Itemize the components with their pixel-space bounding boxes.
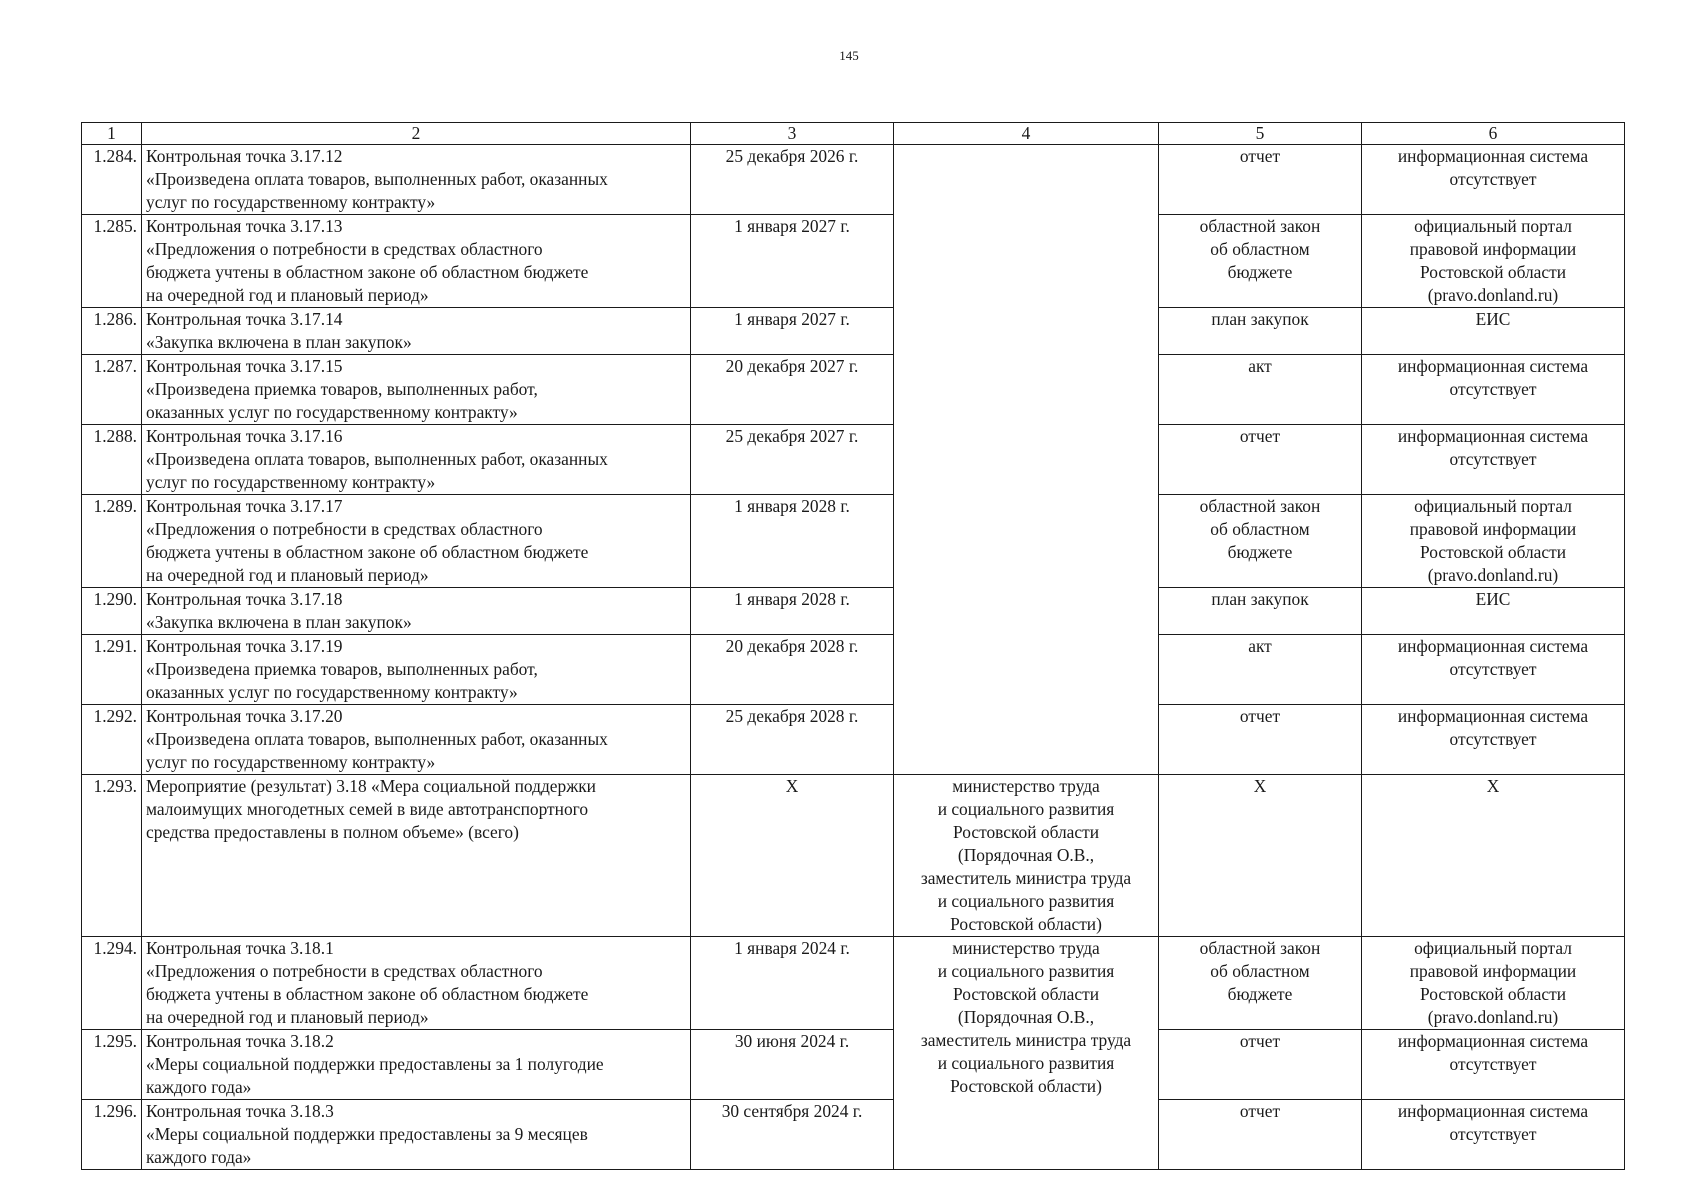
information-system-line: правовой информации [1409, 961, 1577, 981]
control-point-name-line: малоимущих многодетных семей в виде автотранспортного [146, 799, 589, 819]
responsible-executor-line: и социального развития [937, 891, 1115, 911]
responsible-executor-line: министерство труда [952, 776, 1100, 796]
information-system-line: (pravo.donland.ru) [1427, 1007, 1559, 1027]
document-type [1159, 1030, 1362, 1100]
row-number: 1.290. [82, 588, 142, 635]
deadline-date: 25 декабря 2028 г. [691, 705, 894, 775]
control-point-name-line: Контрольная точка 3.17.16 [146, 426, 343, 446]
row-number: 1.287. [82, 355, 142, 425]
column-header-1: 1 [82, 123, 142, 145]
table-row [82, 937, 1625, 1030]
row-number: 1.285. [82, 215, 142, 308]
control-point-name-line: Мероприятие (результат) 3.18 «Мера социальной поддержки [146, 776, 596, 796]
control-point-name-line: Контрольная точка 3.18.1 [146, 938, 334, 958]
column-header-4: 4 [894, 123, 1159, 145]
row-number: 1.294. [82, 937, 142, 1030]
table-row [82, 1100, 1625, 1170]
table-row [82, 635, 1625, 705]
information-system-line: отсутствует [1449, 1124, 1537, 1144]
control-point-name-line: «Произведена приемка товаров, выполненных работ, [146, 379, 538, 399]
control-point-name-line: «Предложения о потребности в средствах областного [146, 961, 543, 981]
responsible-executor-line: и социального развития [937, 961, 1115, 981]
document-type-line: областной закон [1199, 216, 1321, 236]
document-type-line: акт [1248, 636, 1272, 656]
deadline-date: 1 января 2028 г. [691, 588, 894, 635]
table-row [82, 145, 1625, 215]
control-point-name [142, 215, 691, 308]
responsible-executor-line: и социального развития [937, 799, 1115, 819]
row-number: 1.284. [82, 145, 142, 215]
control-point-name-line: Контрольная точка 3.17.13 [146, 216, 343, 236]
row-number: 1.296. [82, 1100, 142, 1170]
information-system-line: официальный портал [1414, 938, 1572, 958]
control-point-name-line: услуг по государственному контракту» [146, 752, 436, 772]
information-system [1362, 937, 1625, 1030]
control-point-name-line: «Произведена оплата товаров, выполненных работ, оказанных [146, 729, 608, 749]
deadline-date: 1 января 2028 г. [691, 495, 894, 588]
control-point-name [142, 425, 691, 495]
document-type-line: отчет [1239, 1101, 1281, 1121]
information-system-line: отсутствует [1449, 1054, 1537, 1074]
row-number: 1.286. [82, 308, 142, 355]
responsible-executor-line: (Порядочная О.В., [957, 845, 1095, 865]
control-point-name [142, 355, 691, 425]
document-type-line: об областном [1210, 239, 1310, 259]
responsible-executor [894, 145, 1159, 775]
document-type-line: бюджете [1227, 262, 1293, 282]
document-type [1159, 145, 1362, 215]
deadline-date: Х [691, 775, 894, 937]
table-row [82, 355, 1625, 425]
control-points-table [81, 122, 1625, 1170]
control-point-name-line: на очередной год и плановый период» [146, 1007, 429, 1027]
column-header-2: 2 [142, 123, 691, 145]
information-system-line: отсутствует [1449, 449, 1537, 469]
responsible-executor-line: заместитель министра труда [920, 1030, 1132, 1050]
control-point-name [142, 705, 691, 775]
control-point-name-line: оказанных услуг по государственному контракту» [146, 402, 518, 422]
information-system-line: правовой информации [1409, 519, 1577, 539]
control-point-name-line: Контрольная точка 3.17.19 [146, 636, 343, 656]
deadline-date: 30 сентября 2024 г. [691, 1100, 894, 1170]
responsible-executor-line: Ростовской области [952, 984, 1100, 1004]
document-type-line: бюджете [1227, 542, 1293, 562]
information-system-line: информационная система [1397, 146, 1589, 166]
information-system [1362, 775, 1625, 937]
responsible-executor-line: заместитель министра труда [920, 868, 1132, 888]
control-point-name-line: бюджета учтены в областном законе об областном бюджете [146, 984, 589, 1004]
control-point-name-line: услуг по государственному контракту» [146, 192, 436, 212]
information-system-line: правовой информации [1409, 239, 1577, 259]
row-number: 1.295. [82, 1030, 142, 1100]
document-type [1159, 495, 1362, 588]
table-row [82, 588, 1625, 635]
information-system-line: ЕИС [1475, 589, 1511, 609]
deadline-date: 30 июня 2024 г. [691, 1030, 894, 1100]
document-type [1159, 1100, 1362, 1170]
control-point-name-line: «Закупка включена в план закупок» [146, 612, 412, 632]
header-row [82, 123, 1625, 145]
document-type-line: отчет [1239, 1031, 1281, 1051]
document-type-line: план закупок [1211, 589, 1309, 609]
control-point-name-line: бюджета учтены в областном законе об областном бюджете [146, 262, 589, 282]
document-type-line: об областном [1210, 519, 1310, 539]
document-type-line: об областном [1210, 961, 1310, 981]
document-type-line: Х [1253, 776, 1267, 796]
document-type-line: акт [1248, 356, 1272, 376]
control-point-name-line: средства предоставлены в полном объеме» (всего) [146, 822, 519, 842]
information-system [1362, 1030, 1625, 1100]
information-system-line: (pravo.donland.ru) [1427, 565, 1559, 585]
table-row [82, 215, 1625, 308]
control-point-name-line: услуг по государственному контракту» [146, 472, 436, 492]
document-type [1159, 215, 1362, 308]
document-type-line: отчет [1239, 706, 1281, 726]
document-type [1159, 588, 1362, 635]
information-system-line: Ростовской области [1419, 984, 1567, 1004]
information-system-line: отсутствует [1449, 379, 1537, 399]
control-point-name-line: «Произведена приемка товаров, выполненных работ, [146, 659, 538, 679]
control-point-name-line: каждого года» [146, 1077, 252, 1097]
deadline-date: 25 декабря 2026 г. [691, 145, 894, 215]
responsible-executor-line: (Порядочная О.В., [957, 1007, 1095, 1027]
control-point-name [142, 145, 691, 215]
control-point-name-line: «Меры социальной поддержки предоставлены за 9 месяцев [146, 1124, 588, 1144]
row-number: 1.288. [82, 425, 142, 495]
information-system [1362, 215, 1625, 308]
control-point-name-line: «Предложения о потребности в средствах областного [146, 239, 543, 259]
information-system-line: (pravo.donland.ru) [1427, 285, 1559, 305]
information-system [1362, 705, 1625, 775]
information-system [1362, 588, 1625, 635]
document-type-line: отчет [1239, 426, 1281, 446]
control-point-name-line: Контрольная точка 3.18.2 [146, 1031, 334, 1051]
document-type-line: областной закон [1199, 496, 1321, 516]
control-point-name-line: «Произведена оплата товаров, выполненных работ, оказанных [146, 169, 608, 189]
control-point-name-line: «Произведена оплата товаров, выполненных работ, оказанных [146, 449, 608, 469]
control-point-name-line: Контрольная точка 3.17.15 [146, 356, 343, 376]
information-system-line: официальный портал [1414, 216, 1572, 236]
information-system [1362, 145, 1625, 215]
page-number: 145 [839, 48, 859, 63]
deadline-date: 25 декабря 2027 г. [691, 425, 894, 495]
information-system-line: Ростовской области [1419, 542, 1567, 562]
control-point-name-line: оказанных услуг по государственному контракту» [146, 682, 518, 702]
information-system-line: информационная система [1397, 1031, 1589, 1051]
column-header-6: 6 [1362, 123, 1625, 145]
document-type-line: отчет [1239, 146, 1281, 166]
control-point-name [142, 1030, 691, 1100]
document-type-line: областной закон [1199, 938, 1321, 958]
control-point-name-line: Контрольная точка 3.18.3 [146, 1101, 334, 1121]
responsible-executor-line: Ростовской области) [950, 1076, 1102, 1096]
control-point-name [142, 1100, 691, 1170]
information-system [1362, 425, 1625, 495]
document-type [1159, 775, 1362, 937]
table-row [82, 1030, 1625, 1100]
control-point-name-line: «Меры социальной поддержки предоставлены за 1 полугодие [146, 1054, 604, 1074]
responsible-executor-line: Ростовской области) [950, 914, 1102, 934]
deadline-date: 1 января 2024 г. [691, 937, 894, 1030]
information-system-line: информационная система [1397, 1101, 1589, 1121]
row-number: 1.292. [82, 705, 142, 775]
information-system-line: информационная система [1397, 356, 1589, 376]
row-number: 1.293. [82, 775, 142, 937]
control-point-name [142, 308, 691, 355]
control-point-name [142, 775, 691, 937]
control-point-name [142, 635, 691, 705]
control-point-name-line: Контрольная точка 3.17.17 [146, 496, 343, 516]
column-header-3: 3 [691, 123, 894, 145]
responsible-executor-line: Ростовской области [952, 822, 1100, 842]
information-system-line: Ростовской области [1419, 262, 1567, 282]
document-type-line: план закупок [1211, 309, 1309, 329]
control-point-name-line: на очередной год и плановый период» [146, 285, 429, 305]
information-system [1362, 308, 1625, 355]
information-system [1362, 635, 1625, 705]
responsible-executor-line: министерство труда [952, 938, 1100, 958]
deadline-date: 1 января 2027 г. [691, 215, 894, 308]
document-type-line: бюджете [1227, 984, 1293, 1004]
document-type [1159, 425, 1362, 495]
responsible-executor-line: и социального развития [937, 1053, 1115, 1073]
information-system-line: информационная система [1397, 426, 1589, 446]
information-system [1362, 1100, 1625, 1170]
document-type [1159, 635, 1362, 705]
table-row [82, 705, 1625, 775]
table-row [82, 775, 1625, 937]
information-system-line: отсутствует [1449, 659, 1537, 679]
table-row [82, 495, 1625, 588]
control-point-name [142, 495, 691, 588]
deadline-date: 1 января 2027 г. [691, 308, 894, 355]
control-point-name-line: на очередной год и плановый период» [146, 565, 429, 585]
information-system-line: отсутствует [1449, 729, 1537, 749]
table-row [82, 308, 1625, 355]
deadline-date: 20 декабря 2027 г. [691, 355, 894, 425]
document-type [1159, 705, 1362, 775]
control-point-name-line: «Предложения о потребности в средствах областного [146, 519, 543, 539]
row-number: 1.291. [82, 635, 142, 705]
control-point-name-line: бюджета учтены в областном законе об областном бюджете [146, 542, 589, 562]
table-row [82, 425, 1625, 495]
information-system-line: отсутствует [1449, 169, 1537, 189]
control-point-name [142, 588, 691, 635]
column-header-5: 5 [1159, 123, 1362, 145]
responsible-executor [894, 937, 1159, 1170]
deadline-date: 20 декабря 2028 г. [691, 635, 894, 705]
document-type [1159, 937, 1362, 1030]
responsible-executor [894, 775, 1159, 937]
row-number: 1.289. [82, 495, 142, 588]
control-point-name-line: «Закупка включена в план закупок» [146, 332, 412, 352]
information-system [1362, 355, 1625, 425]
information-system-line: ЕИС [1475, 309, 1511, 329]
information-system-line: информационная система [1397, 706, 1589, 726]
control-point-name-line: Контрольная точка 3.17.18 [146, 589, 343, 609]
control-point-name [142, 937, 691, 1030]
information-system-line: Х [1486, 776, 1500, 796]
information-system-line: официальный портал [1414, 496, 1572, 516]
information-system-line: информационная система [1397, 636, 1589, 656]
control-point-name-line: Контрольная точка 3.17.14 [146, 309, 343, 329]
information-system [1362, 495, 1625, 588]
control-point-name-line: каждого года» [146, 1147, 252, 1167]
control-point-name-line: Контрольная точка 3.17.12 [146, 146, 343, 166]
control-point-name-line: Контрольная точка 3.17.20 [146, 706, 343, 726]
document-type [1159, 308, 1362, 355]
document-type [1159, 355, 1362, 425]
